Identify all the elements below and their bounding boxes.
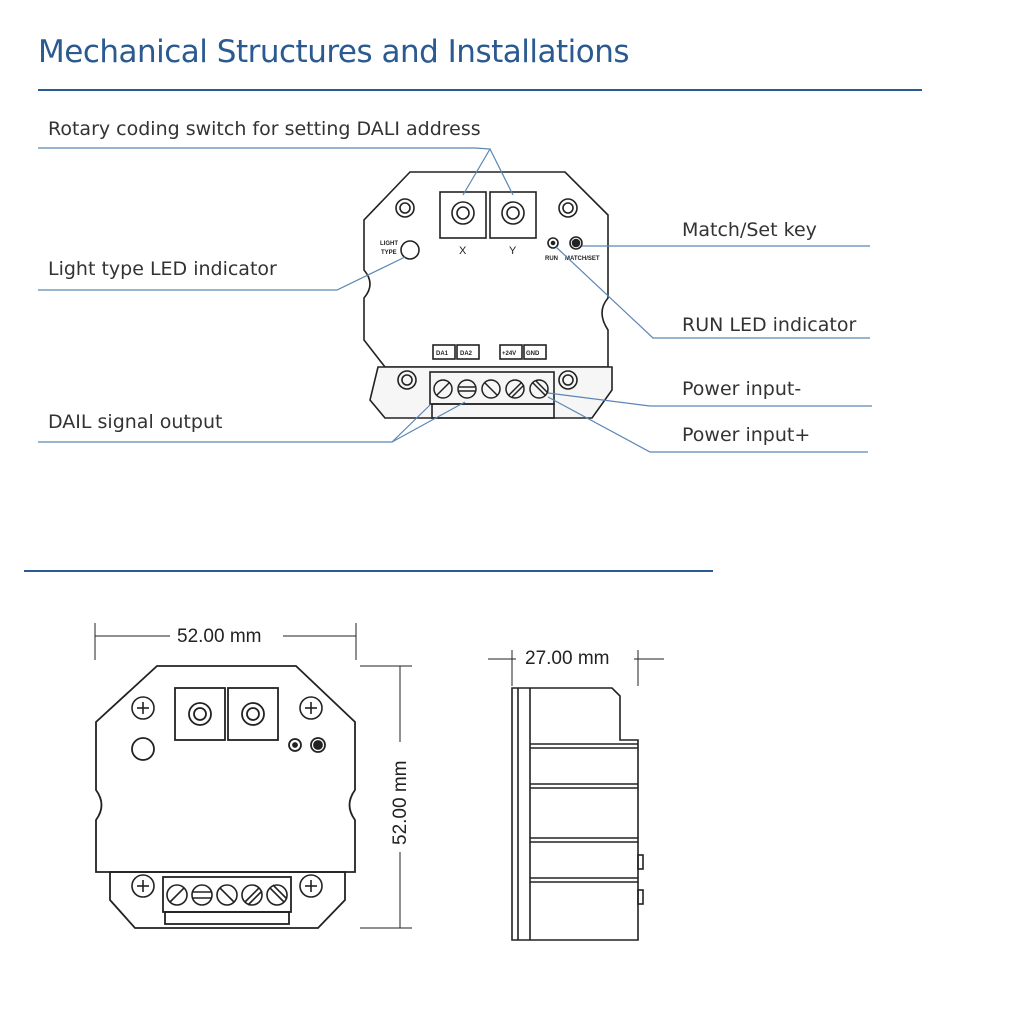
dimension-height-label: 52.00 mm xyxy=(390,760,411,845)
callout-rotary-switch: Rotary coding switch for setting DALI address xyxy=(48,118,481,140)
top-screw-tl xyxy=(396,199,414,217)
light-type-label-1: LIGHT xyxy=(380,241,398,247)
side-view xyxy=(512,688,643,940)
light-type-label-2: TYPE xyxy=(381,250,397,256)
front-view xyxy=(96,666,355,928)
switch-y-label: Y xyxy=(509,245,517,257)
side-view-outline xyxy=(512,688,638,940)
front-view-base xyxy=(110,872,345,928)
callout-run-led: RUN LED indicator xyxy=(682,314,857,336)
top-screw-tr xyxy=(559,199,577,217)
da1-label: DA1 xyxy=(436,351,449,357)
front-light-led xyxy=(132,738,154,760)
callout-match-key: Match/Set key xyxy=(682,219,817,241)
front-switch-x xyxy=(175,688,225,740)
page-title: Mechanical Structures and Installations xyxy=(38,34,630,70)
callout-dali-output: DAIL signal output xyxy=(48,411,223,433)
gnd-label: GND xyxy=(526,351,540,357)
callout-power-minus: Power input- xyxy=(682,378,802,400)
match-set-label: MATCH/SET xyxy=(565,256,600,262)
front-switch-y xyxy=(228,688,278,740)
front-terminals xyxy=(167,885,287,905)
switch-x-label: X xyxy=(459,245,467,257)
light-type-led xyxy=(401,241,419,259)
callout-light-led: Light type LED indicator xyxy=(48,258,277,280)
rotary-switch-x xyxy=(440,192,486,238)
front-screws xyxy=(132,697,322,897)
dimension-depth-label: 27.00 mm xyxy=(525,648,610,669)
callout-power-plus: Power input+ xyxy=(682,424,811,446)
da2-label: DA2 xyxy=(460,351,473,357)
run-label: RUN xyxy=(545,256,558,262)
plus24v-label: +24V xyxy=(502,351,517,357)
dimension-width-label: 52.00 mm xyxy=(177,626,262,647)
rotary-switch-y xyxy=(490,192,536,238)
